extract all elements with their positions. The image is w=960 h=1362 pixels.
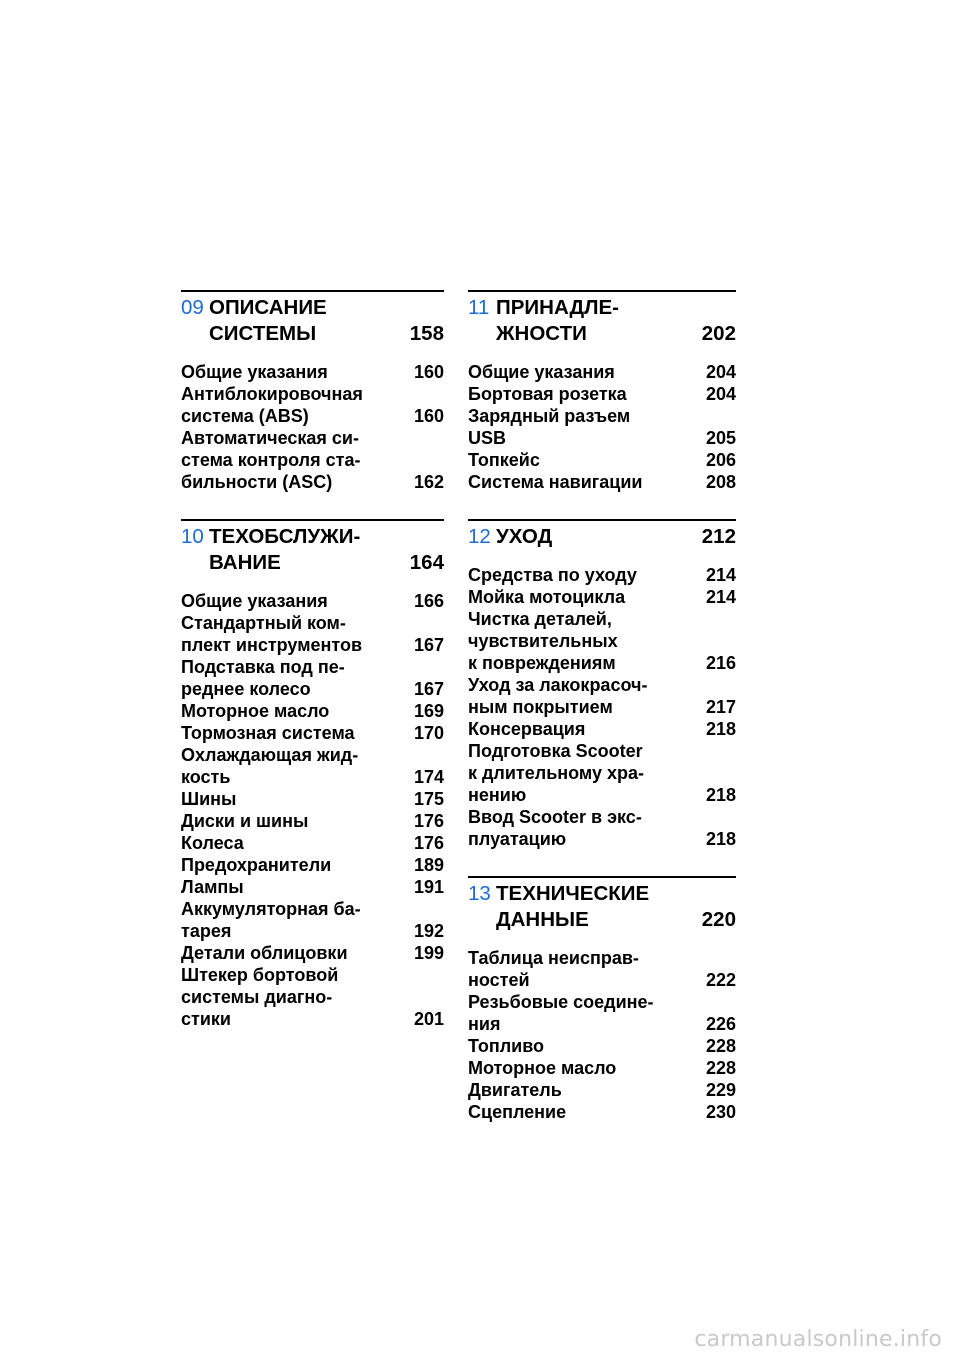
toc-entry[interactable] bbox=[181, 898, 444, 942]
toc-entry-line bbox=[181, 405, 444, 427]
toc-entry-text: Подставка под пе- bbox=[181, 657, 345, 677]
toc-section bbox=[468, 876, 736, 1123]
toc-entry-text: Шины bbox=[181, 789, 237, 809]
toc-section bbox=[468, 519, 736, 850]
toc-entry-page: 222 bbox=[705, 970, 736, 990]
toc-entry-text: USB bbox=[468, 428, 507, 448]
toc-entry[interactable] bbox=[468, 1057, 736, 1079]
toc-entry-text: Антиблокировочная bbox=[181, 384, 363, 404]
toc-entry-line bbox=[181, 656, 444, 678]
toc-entry-text: чувствительных bbox=[468, 631, 618, 651]
toc-entry[interactable] bbox=[181, 788, 444, 810]
toc-entry-text: системы диагно- bbox=[181, 987, 333, 1007]
toc-entry-text: система (ABS) bbox=[181, 406, 309, 426]
section-number: 11 bbox=[468, 296, 490, 319]
toc-entry-line bbox=[468, 828, 736, 850]
toc-entry-line bbox=[181, 700, 444, 722]
section-title: СИСТЕМЫ bbox=[209, 322, 317, 345]
toc-entry-line bbox=[181, 898, 444, 920]
toc-entry-text: Предохранители bbox=[181, 855, 332, 875]
toc-entry-text: Система навигации bbox=[468, 472, 643, 492]
toc-entry-text: Средства по уходу bbox=[468, 565, 637, 585]
toc-entry-line bbox=[468, 674, 736, 696]
toc-entry[interactable] bbox=[468, 806, 736, 850]
toc-entry[interactable] bbox=[468, 947, 736, 991]
toc-entry[interactable] bbox=[468, 1035, 736, 1057]
toc-entry[interactable] bbox=[468, 674, 736, 718]
toc-entry-text: Охлаждающая жид- bbox=[181, 745, 359, 765]
toc-entry-page: 160 bbox=[413, 362, 444, 382]
section-title: ТЕХОБСЛУЖИ- bbox=[209, 525, 361, 548]
toc-entry-line bbox=[181, 942, 444, 964]
toc-entry-page: 204 bbox=[705, 384, 736, 404]
toc-entry-text: ным покрытием bbox=[468, 697, 613, 717]
section-title: ДАННЫЕ bbox=[496, 908, 589, 931]
toc-entry-line bbox=[468, 1057, 736, 1079]
toc-entry-line bbox=[468, 1013, 736, 1035]
toc-entry-text: Резьбовые соедине- bbox=[468, 992, 654, 1012]
toc-entry-text: Уход за лакокрасоч- bbox=[468, 675, 648, 695]
section-heading-line bbox=[468, 524, 736, 550]
toc-entry-page: 167 bbox=[413, 635, 444, 655]
toc-entry-text: Топливо bbox=[468, 1036, 545, 1056]
toc-entry-page: 174 bbox=[413, 767, 444, 787]
toc-entry-text: Бортовая розетка bbox=[468, 384, 627, 404]
toc-entry-line bbox=[468, 696, 736, 718]
toc-entry-line bbox=[468, 564, 736, 586]
section-page-number: 164 bbox=[409, 551, 444, 574]
toc-column-left bbox=[181, 290, 444, 1056]
section-heading-line bbox=[181, 295, 444, 321]
toc-entry-text: кость bbox=[181, 767, 231, 787]
toc-column-right bbox=[468, 290, 736, 1149]
section-title: ТЕХНИЧЕСКИЕ bbox=[496, 882, 650, 905]
toc-entry-line bbox=[468, 784, 736, 806]
toc-entry-text: Лампы bbox=[181, 877, 244, 897]
toc-entry-line bbox=[181, 427, 444, 449]
toc-entry-page: 167 bbox=[413, 679, 444, 699]
toc-entry-line bbox=[181, 854, 444, 876]
toc-entry-page: 162 bbox=[413, 472, 444, 492]
toc-entry-line bbox=[181, 383, 444, 405]
section-number: 13 bbox=[468, 882, 491, 905]
toc-entry-line bbox=[468, 1101, 736, 1123]
toc-entry-line bbox=[181, 471, 444, 493]
toc-entry-text: плект инструментов bbox=[181, 635, 363, 655]
toc-entry-text: Автоматическая си- bbox=[181, 428, 359, 448]
toc-entry-line bbox=[181, 766, 444, 788]
toc-entry[interactable] bbox=[181, 744, 444, 788]
toc-entry[interactable] bbox=[468, 991, 736, 1035]
toc-entry-line bbox=[468, 806, 736, 828]
toc-entry-text: Моторное масло bbox=[181, 701, 330, 721]
toc-entry-line bbox=[468, 762, 736, 784]
toc-entry-line bbox=[468, 383, 736, 405]
toc-entry-page: 218 bbox=[705, 719, 736, 739]
toc-entry-page: 176 bbox=[413, 811, 444, 831]
toc-entry-text: к повреждениям bbox=[468, 653, 616, 673]
toc-entry[interactable] bbox=[468, 1079, 736, 1101]
section-title: ЖНОСТИ bbox=[496, 322, 587, 345]
toc-entry-line bbox=[181, 612, 444, 634]
section-page-number: 220 bbox=[701, 908, 736, 931]
toc-entry-page: 176 bbox=[413, 833, 444, 853]
toc-entry-page: 226 bbox=[705, 1014, 736, 1034]
toc-entry-text: Общие указания bbox=[181, 362, 328, 382]
toc-entry-line bbox=[468, 991, 736, 1013]
toc-entry-line bbox=[468, 427, 736, 449]
toc-entry[interactable] bbox=[468, 383, 736, 405]
toc-entry-text: Ввод Scooter в экс- bbox=[468, 807, 642, 827]
toc-entry-text: к длительному хра- bbox=[468, 763, 644, 783]
section-heading-line bbox=[468, 881, 736, 907]
section-page-number: 212 bbox=[701, 525, 736, 548]
toc-entry-page: 201 bbox=[413, 1009, 444, 1029]
section-heading-line bbox=[468, 321, 736, 347]
toc-entry-page: 217 bbox=[705, 697, 736, 717]
toc-entry-line bbox=[468, 361, 736, 383]
section-title: ОПИСАНИЕ bbox=[209, 296, 327, 319]
toc-entry-line bbox=[468, 1079, 736, 1101]
toc-entry-page: 230 bbox=[705, 1102, 736, 1122]
toc-entry-text: ностей bbox=[468, 970, 530, 990]
toc-entry-text: реднее колесо bbox=[181, 679, 311, 699]
toc-entry-line bbox=[181, 449, 444, 471]
section-title: ПРИНАДЛЕ- bbox=[496, 296, 619, 319]
toc-entry-line bbox=[468, 471, 736, 493]
toc-entry-page: 205 bbox=[705, 428, 736, 448]
toc-entry-text: Общие указания bbox=[181, 591, 328, 611]
toc-entry-text: Колеса bbox=[181, 833, 244, 853]
toc-entry[interactable] bbox=[468, 564, 736, 586]
toc-entry-text: Диски и шины bbox=[181, 811, 309, 831]
toc-entry-text: Мойка мотоцикла bbox=[468, 587, 626, 607]
toc-entry[interactable] bbox=[181, 832, 444, 854]
toc-entry-text: Сцепление bbox=[468, 1102, 567, 1122]
toc-entry[interactable] bbox=[468, 361, 736, 383]
toc-entry-page: 169 bbox=[413, 701, 444, 721]
toc-entry[interactable] bbox=[468, 405, 736, 449]
toc-entry-page: 160 bbox=[413, 406, 444, 426]
toc-entry-line bbox=[181, 986, 444, 1008]
toc-entry-line bbox=[468, 740, 736, 762]
section-title: УХОД bbox=[496, 525, 553, 548]
toc-entry-page: 228 bbox=[705, 1058, 736, 1078]
toc-entry-text: Топкейс bbox=[468, 450, 540, 470]
section-heading[interactable] bbox=[468, 290, 736, 347]
toc-entry-page: 208 bbox=[705, 472, 736, 492]
toc-entry-text: бильности (ASC) bbox=[181, 472, 333, 492]
toc-entry-line bbox=[181, 920, 444, 942]
toc-entry[interactable] bbox=[181, 361, 444, 383]
toc-entry-text: Тормозная система bbox=[181, 723, 355, 743]
toc-entry[interactable] bbox=[468, 471, 736, 493]
section-heading[interactable] bbox=[468, 876, 736, 933]
toc-entry-line bbox=[181, 678, 444, 700]
toc-entry-page: 206 bbox=[705, 450, 736, 470]
toc-entry[interactable] bbox=[181, 656, 444, 700]
toc-entry[interactable] bbox=[468, 586, 736, 608]
section-heading-line bbox=[181, 321, 444, 347]
toc-entry-line bbox=[468, 652, 736, 674]
toc-entry[interactable] bbox=[468, 1101, 736, 1123]
toc-entry-line bbox=[468, 608, 736, 630]
toc-entry-text: ния bbox=[468, 1014, 501, 1034]
toc-entry[interactable] bbox=[181, 427, 444, 493]
toc-entry-text: плуатацию bbox=[468, 829, 567, 849]
toc-entry-page: 216 bbox=[705, 653, 736, 673]
toc-section bbox=[181, 519, 444, 1030]
toc-entry-line bbox=[181, 876, 444, 898]
toc-entry-line bbox=[181, 788, 444, 810]
toc-entry-line bbox=[181, 634, 444, 656]
toc-entry-page: 204 bbox=[705, 362, 736, 382]
toc-entry-text: Зарядный разъем bbox=[468, 406, 631, 426]
toc-entry-text: Штекер бортовой bbox=[181, 965, 339, 985]
toc-entry[interactable] bbox=[181, 876, 444, 898]
toc-entry-text: Детали облицовки bbox=[181, 943, 348, 963]
toc-entry-line bbox=[468, 449, 736, 471]
toc-entry-line bbox=[468, 1035, 736, 1057]
toc-section bbox=[181, 290, 444, 493]
toc-entry[interactable] bbox=[468, 449, 736, 471]
toc-entry-line bbox=[468, 947, 736, 969]
toc-entry[interactable] bbox=[181, 964, 444, 1030]
toc-entry-line bbox=[181, 361, 444, 383]
section-heading[interactable] bbox=[181, 519, 444, 576]
toc-entry[interactable] bbox=[181, 810, 444, 832]
toc-entry-page: 191 bbox=[413, 877, 444, 897]
toc-entry-line bbox=[181, 722, 444, 744]
toc-entry-text: Общие указания bbox=[468, 362, 615, 382]
toc-entry-text: Таблица неисправ- bbox=[468, 948, 639, 968]
toc-entry-line bbox=[181, 1008, 444, 1030]
toc-entry-page: 192 bbox=[413, 921, 444, 941]
section-number: 12 bbox=[468, 525, 491, 548]
toc-entry-page: 170 bbox=[413, 723, 444, 743]
toc-entry[interactable] bbox=[181, 383, 444, 427]
toc-entry-text: Подготовка Scooter bbox=[468, 741, 643, 761]
toc-entry-text: Консервация bbox=[468, 719, 586, 739]
toc-entry-line bbox=[181, 744, 444, 766]
toc-entry[interactable] bbox=[468, 608, 736, 674]
toc-entry-line bbox=[468, 718, 736, 740]
section-heading[interactable] bbox=[181, 290, 444, 347]
section-heading-line bbox=[181, 550, 444, 576]
section-number: 10 bbox=[181, 525, 204, 548]
section-heading[interactable] bbox=[468, 519, 736, 550]
section-page-number: 158 bbox=[409, 322, 444, 345]
toc-entry-text: стики bbox=[181, 1009, 231, 1029]
section-title: ВАНИЕ bbox=[209, 551, 281, 574]
toc-entry-page: 228 bbox=[705, 1036, 736, 1056]
toc-entry-line bbox=[181, 832, 444, 854]
toc-entry[interactable] bbox=[181, 942, 444, 964]
section-heading-line bbox=[181, 524, 444, 550]
section-heading-line bbox=[468, 907, 736, 933]
section-heading-line bbox=[468, 295, 736, 321]
toc-entry-line bbox=[468, 586, 736, 608]
toc-entry[interactable] bbox=[181, 590, 444, 612]
toc-entry-line bbox=[181, 810, 444, 832]
toc-entry-page: 166 bbox=[413, 591, 444, 611]
toc-entry-page: 189 bbox=[413, 855, 444, 875]
toc-entry-text: Двигатель bbox=[468, 1080, 562, 1100]
toc-entry-text: Чистка деталей, bbox=[468, 609, 612, 629]
watermark: carmanualsonline.info bbox=[694, 1327, 942, 1352]
toc-entry-text: нению bbox=[468, 785, 527, 805]
toc-entry-line bbox=[181, 964, 444, 986]
toc-entry-page: 214 bbox=[705, 587, 736, 607]
toc-entry-line bbox=[468, 969, 736, 991]
toc-entry-page: 229 bbox=[705, 1080, 736, 1100]
section-number: 09 bbox=[181, 296, 204, 319]
toc-entry-line bbox=[181, 590, 444, 612]
toc-entry-text: тарея bbox=[181, 921, 232, 941]
toc-entry[interactable] bbox=[181, 700, 444, 722]
toc-entry-page: 199 bbox=[413, 943, 444, 963]
toc-entry-page: 175 bbox=[413, 789, 444, 809]
toc-entry[interactable] bbox=[181, 854, 444, 876]
toc-entry[interactable] bbox=[468, 740, 736, 806]
toc-entry[interactable] bbox=[181, 722, 444, 744]
toc-entry[interactable] bbox=[468, 718, 736, 740]
toc-entry-page: 218 bbox=[705, 785, 736, 805]
section-page-number: 202 bbox=[701, 322, 736, 345]
toc-entry[interactable] bbox=[181, 612, 444, 656]
toc-entry-page: 214 bbox=[705, 565, 736, 585]
toc-section bbox=[468, 290, 736, 493]
toc-entry-text: Стандартный ком- bbox=[181, 613, 346, 633]
toc-entry-line bbox=[468, 630, 736, 652]
toc-entry-text: Моторное масло bbox=[468, 1058, 617, 1078]
toc-entry-line bbox=[468, 405, 736, 427]
toc-entry-page: 218 bbox=[705, 829, 736, 849]
toc-entry-text: Аккумуляторная ба- bbox=[181, 899, 361, 919]
toc-entry-text: стема контроля ста- bbox=[181, 450, 361, 470]
